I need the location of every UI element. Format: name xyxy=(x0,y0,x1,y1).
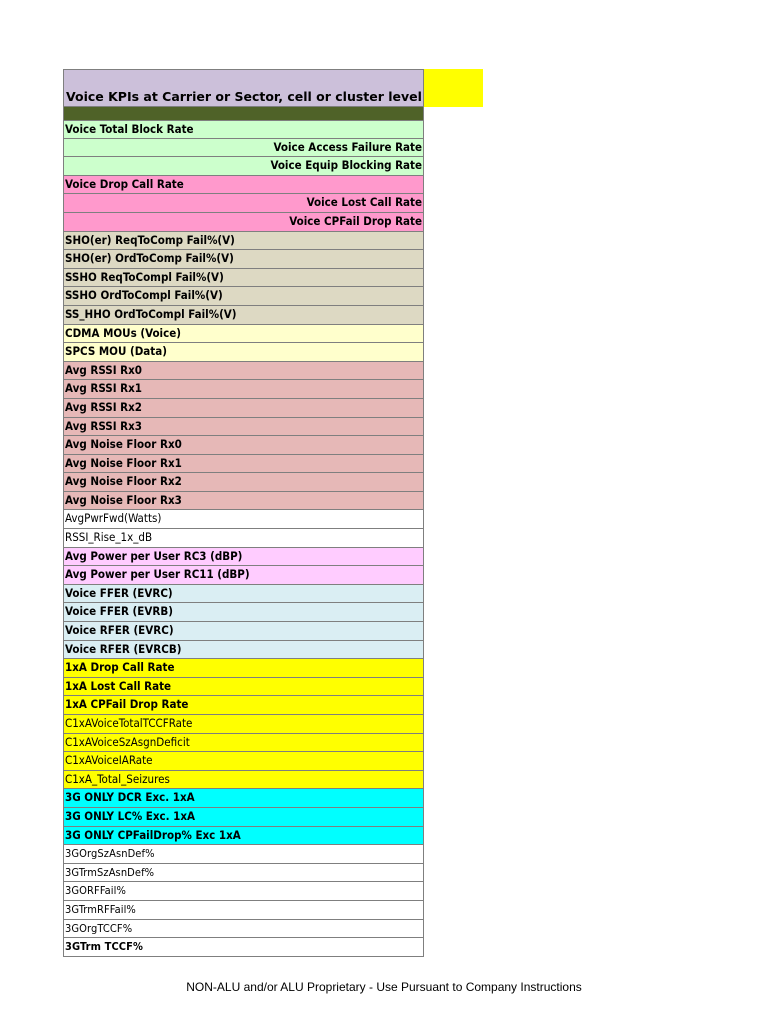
table-row: Avg Noise Floor Rx1 xyxy=(63,455,424,474)
table-row: SSHO ReqToCompl Fail%(V) xyxy=(63,269,424,288)
table-row: CDMA MOUs (Voice) xyxy=(63,325,424,344)
table-row: RSSI_Rise_1x_dB xyxy=(63,529,424,548)
kpi-rows xyxy=(63,120,424,957)
table-row: SSHO OrdToCompl Fail%(V) xyxy=(63,287,424,306)
table-row: 3GTrm TCCF% xyxy=(63,938,424,957)
table-row: Avg Power per User RC11 (dBP) xyxy=(63,566,424,585)
table-row: Voice RFER (EVRC) xyxy=(63,622,424,641)
kpi-table xyxy=(63,69,424,957)
table-row: 1xA Lost Call Rate xyxy=(63,678,424,697)
table-row: Avg Power per User RC3 (dBP) xyxy=(63,548,424,567)
table-row: Avg Noise Floor Rx0 xyxy=(63,436,424,455)
table-row: 3GTrmSzAsnDef% xyxy=(63,864,424,883)
table-row: Voice RFER (EVRCB) xyxy=(63,641,424,660)
table-row: 3G ONLY CPFailDrop% Exc 1xA xyxy=(63,827,424,846)
table-row: SPCS MOU (Data) xyxy=(63,343,424,362)
table-row: SS_HHO OrdToCompl Fail%(V) xyxy=(63,306,424,325)
table-row: Avg RSSI Rx1 xyxy=(63,380,424,399)
header-highlight-cell xyxy=(424,69,483,107)
table-row: AvgPwrFwd(Watts) xyxy=(63,510,424,529)
table-row: 1xA CPFail Drop Rate xyxy=(63,696,424,715)
table-row: Avg RSSI Rx0 xyxy=(63,362,424,381)
header-divider-band xyxy=(63,107,424,120)
table-row: Avg Noise Floor Rx3 xyxy=(63,492,424,511)
table-row: 3GORFFail% xyxy=(63,882,424,901)
table-row: Voice Lost Call Rate xyxy=(63,194,424,213)
table-row: 3GOrgTCCF% xyxy=(63,920,424,939)
table-row: 1xA Drop Call Rate xyxy=(63,659,424,678)
table-row: C1xAVoiceTotalTCCFRate xyxy=(63,715,424,734)
table-row: C1xA_Total_Seizures xyxy=(63,771,424,790)
table-row: Avg RSSI Rx3 xyxy=(63,418,424,437)
table-row: Voice Drop Call Rate xyxy=(63,176,424,195)
table-row: Avg RSSI Rx2 xyxy=(63,399,424,418)
table-row: 3GOrgSzAsnDef% xyxy=(63,845,424,864)
table-row: 3G ONLY DCR Exc. 1xA xyxy=(63,789,424,808)
table-row: Avg Noise Floor Rx2 xyxy=(63,473,424,492)
footer-note: NON-ALU and/or ALU Proprietary - Use Pursuant to Company Instructions xyxy=(186,980,582,994)
table-row: Voice Access Failure Rate xyxy=(63,139,424,158)
table-title: Voice KPIs at Carrier or Sector, cell or cluster level xyxy=(63,69,424,107)
table-row: Voice FFER (EVRC) xyxy=(63,585,424,604)
table-row: SHO(er) ReqToComp Fail%(V) xyxy=(63,232,424,251)
table-row: Voice Total Block Rate xyxy=(63,120,424,139)
table-row: Voice FFER (EVRB) xyxy=(63,603,424,622)
table-row: Voice Equip Blocking Rate xyxy=(63,157,424,176)
table-row: SHO(er) OrdToComp Fail%(V) xyxy=(63,250,424,269)
table-row: C1xAVoiceSzAsgnDeficit xyxy=(63,734,424,753)
table-row: 3GTrmRFFail% xyxy=(63,901,424,920)
table-row: 3G ONLY LC% Exc. 1xA xyxy=(63,808,424,827)
table-row: C1xAVoiceIARate xyxy=(63,752,424,771)
table-row: Voice CPFail Drop Rate xyxy=(63,213,424,232)
